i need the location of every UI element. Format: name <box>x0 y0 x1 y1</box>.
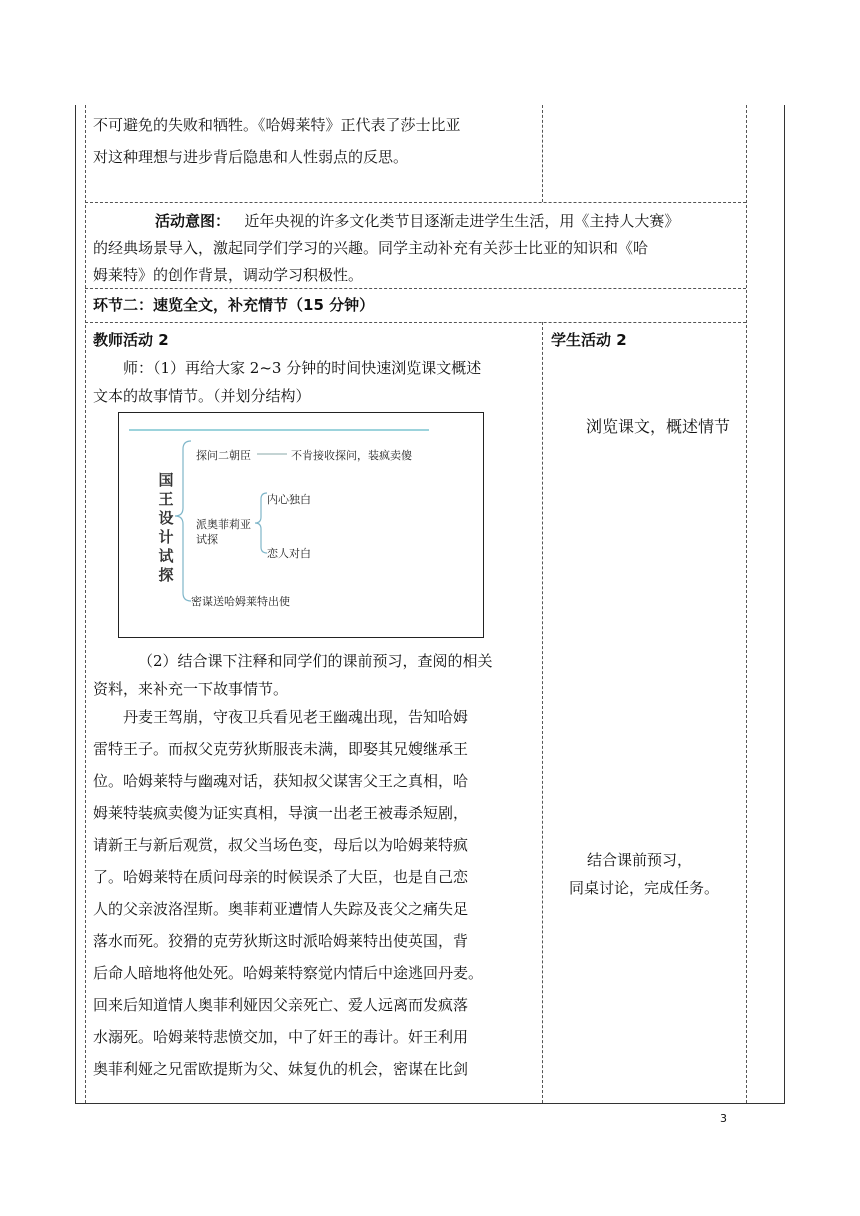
story-line: 水溺死。哈姆莱特悲愤交加，中了奸王的毒计。奸王利用 <box>93 1028 469 1046</box>
diagram-branch-1-result: 不肯接收探问，装疯卖傻 <box>291 449 412 462</box>
intent-label: 活动意图： <box>155 212 231 230</box>
plot-structure-diagram <box>118 412 484 638</box>
diagram-branch-2-sub-2: 恋人对白 <box>267 547 311 560</box>
story-line: 丹麦王驾崩，守夜卫兵看见老王幽魂出现，告知哈姆 <box>123 708 469 726</box>
teacher-activity-title: 教师活动 2 <box>93 331 169 349</box>
table-inner-border-left <box>85 105 86 1103</box>
diagram-branch-2: 派奥菲莉亚试探 <box>196 518 251 546</box>
table-inner-border-right <box>746 105 747 1103</box>
diagram-branch-2-sub-1: 内心独白 <box>267 493 311 506</box>
story-line: 姆莱特装疯卖傻为证实真相，导演一出老王被毒杀短剧， <box>93 804 469 822</box>
column-divider-top <box>542 105 543 202</box>
diagram-branch-3: 密谋送哈姆莱特出使 <box>191 595 290 608</box>
story-line: 人的父亲波洛涅斯。奥菲莉亚遭情人失踪及丧父之痛失足 <box>93 900 469 918</box>
teacher-step-2-line-1: （2）结合课下注释和同学们的课前预习，查阅的相关 <box>138 652 493 670</box>
page-number: 3 <box>720 1112 727 1125</box>
column-divider-main <box>542 322 543 1103</box>
row-divider <box>85 322 746 323</box>
story-line: 后命人暗地将他处死。哈姆莱特察觉内情后中途逃回丹麦。 <box>93 964 484 982</box>
student-activity-title: 学生活动 2 <box>551 331 627 349</box>
section-heading: 环节二：速览全文，补充情节（15 分钟） <box>93 296 375 314</box>
teacher-instruction-line-2: 文本的故事情节。（并划分结构） <box>93 387 311 405</box>
student-activity-1: 浏览课文，概述情节 <box>586 417 731 436</box>
story-line: 回来后知道情人奥菲利娅因父亲死亡、爱人远离而发疯落 <box>93 996 469 1014</box>
intent-line-3: 姆莱特》的创作背景，调动学习积极性。 <box>93 266 364 284</box>
story-summary <box>93 701 539 1085</box>
row-divider <box>85 202 746 203</box>
intent-line-1: 近年央视的许多文化类节目逐渐走进学生生活，用《主持人大赛》 <box>244 212 680 230</box>
diagram-root-label: 国王设计试探 <box>158 471 174 584</box>
story-line: 落水而死。狡猾的克劳狄斯这时派哈姆莱特出使英国，背 <box>93 932 469 950</box>
row-divider <box>85 288 746 289</box>
teacher-step-2-line-2: 资料，来补充一下故事情节。 <box>93 680 289 698</box>
continuation-line-1: 不可避免的失败和牺牲。《哈姆莱特》正代表了莎士比亚 <box>93 116 461 134</box>
student-activity-2-line-2: 同桌讨论，完成任务。 <box>569 879 720 897</box>
story-line: 奥菲利娅之兄雷欧提斯为父、妹复仇的机会，密谋在比剑 <box>93 1060 469 1078</box>
continuation-line-2: 对这种理想与进步背后隐患和人性弱点的反思。 <box>93 148 409 166</box>
student-activity-2-line-1: 结合课前预习， <box>587 851 693 869</box>
story-line: 位。哈姆莱特与幽魂对话，获知叔父谋害父王之真相，哈 <box>93 772 469 790</box>
story-line: 请新王与新后观赏，叔父当场色变，母后以为哈姆莱特疯 <box>93 836 469 854</box>
story-line: 雷特王子。而叔父克劳狄斯服丧未满，即娶其兄嫂继承王 <box>93 740 469 758</box>
diagram-branch-1: 探问二朝臣 <box>196 449 251 462</box>
intent-block <box>155 211 679 231</box>
story-line: 了。哈姆莱特在质问母亲的时候误杀了大臣，也是自己恋 <box>93 868 469 886</box>
intent-line-2: 的经典场景导入，激起同学们学习的兴趣。同学主动补充有关莎士比亚的知识和《哈 <box>93 239 649 257</box>
teacher-instruction-line-1: 师：（1）再给大家 2~3 分钟的时间快速浏览课文概述 <box>123 359 482 377</box>
